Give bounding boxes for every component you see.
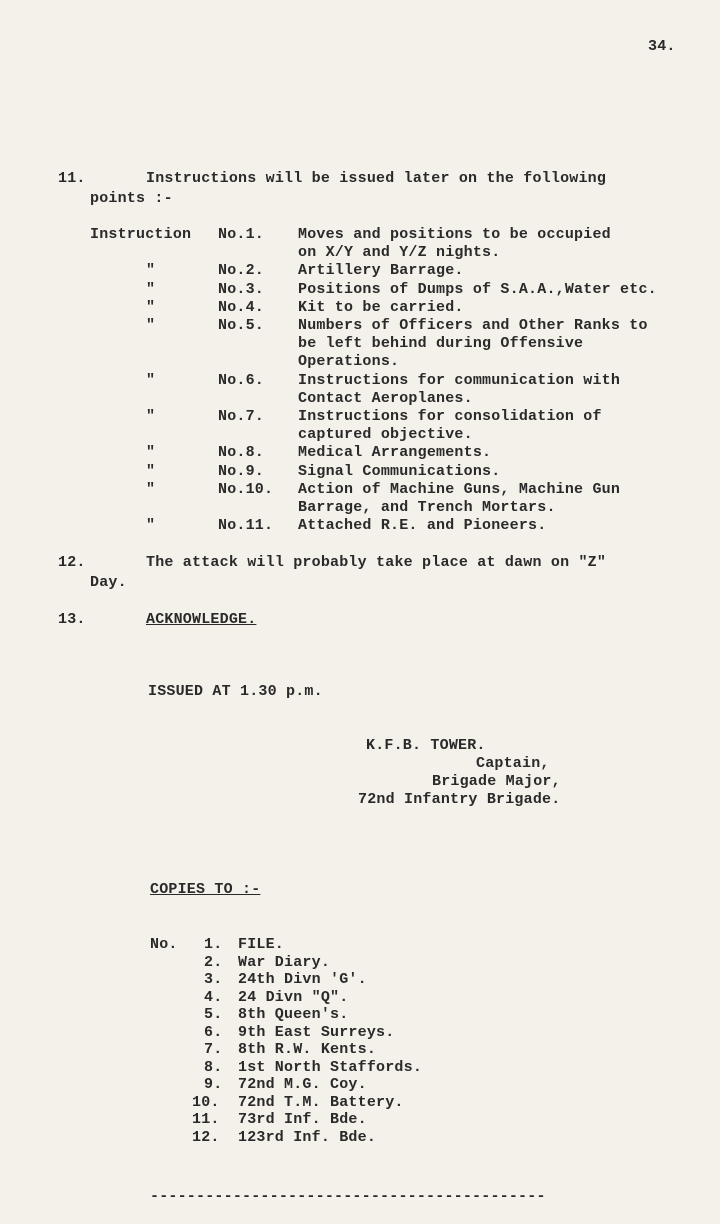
instruction-text: be left behind during Offensive xyxy=(298,335,584,353)
instruction-text: Artillery Barrage. xyxy=(298,262,464,280)
ditto-mark: " xyxy=(146,408,156,425)
instruction-number: No.9. xyxy=(218,462,265,480)
instruction-number: No.10. xyxy=(218,480,274,498)
instruction-intro: Instruction xyxy=(90,226,192,243)
copy-number: 2. xyxy=(204,953,223,971)
copy-recipient: 24 Divn "Q". xyxy=(238,988,349,1006)
instruction-number: No.2. xyxy=(218,262,265,280)
para-11-line-2: points :- xyxy=(90,190,173,207)
ditto-mark: " xyxy=(146,298,156,316)
instruction-text: Attached R.E. and Pioneers. xyxy=(298,517,547,535)
copy-number: 8. xyxy=(204,1058,223,1076)
instruction-number: No.11. xyxy=(218,517,274,535)
copy-recipient: 72nd M.G. Coy. xyxy=(238,1076,367,1093)
instruction-number: No.3. xyxy=(218,280,265,298)
instruction-number: No.1. xyxy=(218,226,265,243)
para-12-number: 12. xyxy=(58,554,86,571)
copy-recipient: 8th Queen's. xyxy=(238,1006,349,1023)
copy-recipient: 73rd Inf. Bde. xyxy=(238,1111,367,1128)
ditto-mark: " xyxy=(146,517,156,535)
instruction-text: Action of Machine Guns, Machine Gun xyxy=(298,480,621,498)
issued-time: ISSUED AT 1.30 p.m. xyxy=(148,683,323,700)
ditto-mark: " xyxy=(146,444,156,462)
ditto-mark: " xyxy=(146,462,156,480)
instruction-text: Operations. xyxy=(298,353,400,371)
ditto-mark: " xyxy=(146,262,156,280)
instruction-text: Contact Aeroplanes. xyxy=(298,389,473,407)
acknowledge-heading: ACKNOWLEDGE. xyxy=(146,611,257,628)
copy-number: 6. xyxy=(204,1023,223,1041)
instruction-number: No.6. xyxy=(218,371,265,389)
instruction-text: Positions of Dumps of S.A.A.,Water etc. xyxy=(298,280,657,298)
para-11-number: 11. xyxy=(58,170,86,187)
instruction-number: No.4. xyxy=(218,298,265,316)
instruction-number: No.8. xyxy=(218,444,265,462)
copy-number: 1. xyxy=(204,936,223,953)
copy-recipient: 24th Divn 'G'. xyxy=(238,971,367,988)
copy-recipient: 8th R.W. Kents. xyxy=(238,1041,377,1058)
signature-name: K.F.B. TOWER. xyxy=(366,737,486,754)
instruction-text: Numbers of Officers and Other Ranks to xyxy=(298,317,648,334)
copy-number: 12. xyxy=(192,1128,220,1146)
copy-number: 4. xyxy=(204,988,223,1006)
signature-role: Brigade Major, xyxy=(432,773,561,790)
ditto-mark: " xyxy=(146,480,156,498)
copy-number: 3. xyxy=(204,971,223,988)
copy-number: 10. xyxy=(192,1093,220,1111)
copy-recipient: 1st North Staffords. xyxy=(238,1058,423,1076)
ditto-mark: " xyxy=(146,317,156,334)
copies-prefix: No. xyxy=(150,936,178,953)
instruction-text: Signal Communications. xyxy=(298,462,501,480)
instruction-text: Barrage, and Trench Mortars. xyxy=(298,499,556,516)
ditto-mark: " xyxy=(146,280,156,298)
instruction-number: No.7. xyxy=(218,408,265,425)
closing-rule: ------------------------------------------- xyxy=(150,1188,546,1205)
instruction-text: Medical Arrangements. xyxy=(298,444,492,462)
copy-recipient: 9th East Surreys. xyxy=(238,1023,395,1041)
signature-rank: Captain, xyxy=(476,755,550,772)
signature-unit: 72nd Infantry Brigade. xyxy=(358,791,561,808)
copies-heading: COPIES TO :- xyxy=(150,881,261,898)
copy-recipient: 72nd T.M. Battery. xyxy=(238,1093,404,1111)
para-13-number: 13. xyxy=(58,611,86,628)
instruction-text: Instructions for communication with xyxy=(298,371,621,389)
instruction-text: Moves and positions to be occupied xyxy=(298,226,611,243)
ditto-mark: " xyxy=(146,371,156,389)
copy-number: 5. xyxy=(204,1006,223,1023)
instruction-text: captured objective. xyxy=(298,426,473,444)
para-12-line-2: Day. xyxy=(90,574,127,591)
instruction-text: Kit to be carried. xyxy=(298,298,464,316)
instruction-number: No.5. xyxy=(218,317,265,334)
para-12-line-1: The attack will probably take place at dawn on "Z" xyxy=(146,554,607,571)
copy-recipient: 123rd Inf. Bde. xyxy=(238,1128,377,1146)
copy-number: 7. xyxy=(204,1041,223,1058)
instruction-text: on X/Y and Y/Z nights. xyxy=(298,244,501,262)
page-number: 34. xyxy=(648,38,676,55)
copy-number: 11. xyxy=(192,1111,220,1128)
copy-number: 9. xyxy=(204,1076,223,1093)
copy-recipient: War Diary. xyxy=(238,953,331,971)
para-11-line-1: Instructions will be issued later on the following xyxy=(146,170,607,187)
copy-recipient: FILE. xyxy=(238,936,285,953)
instruction-text: Instructions for consolidation of xyxy=(298,408,602,425)
